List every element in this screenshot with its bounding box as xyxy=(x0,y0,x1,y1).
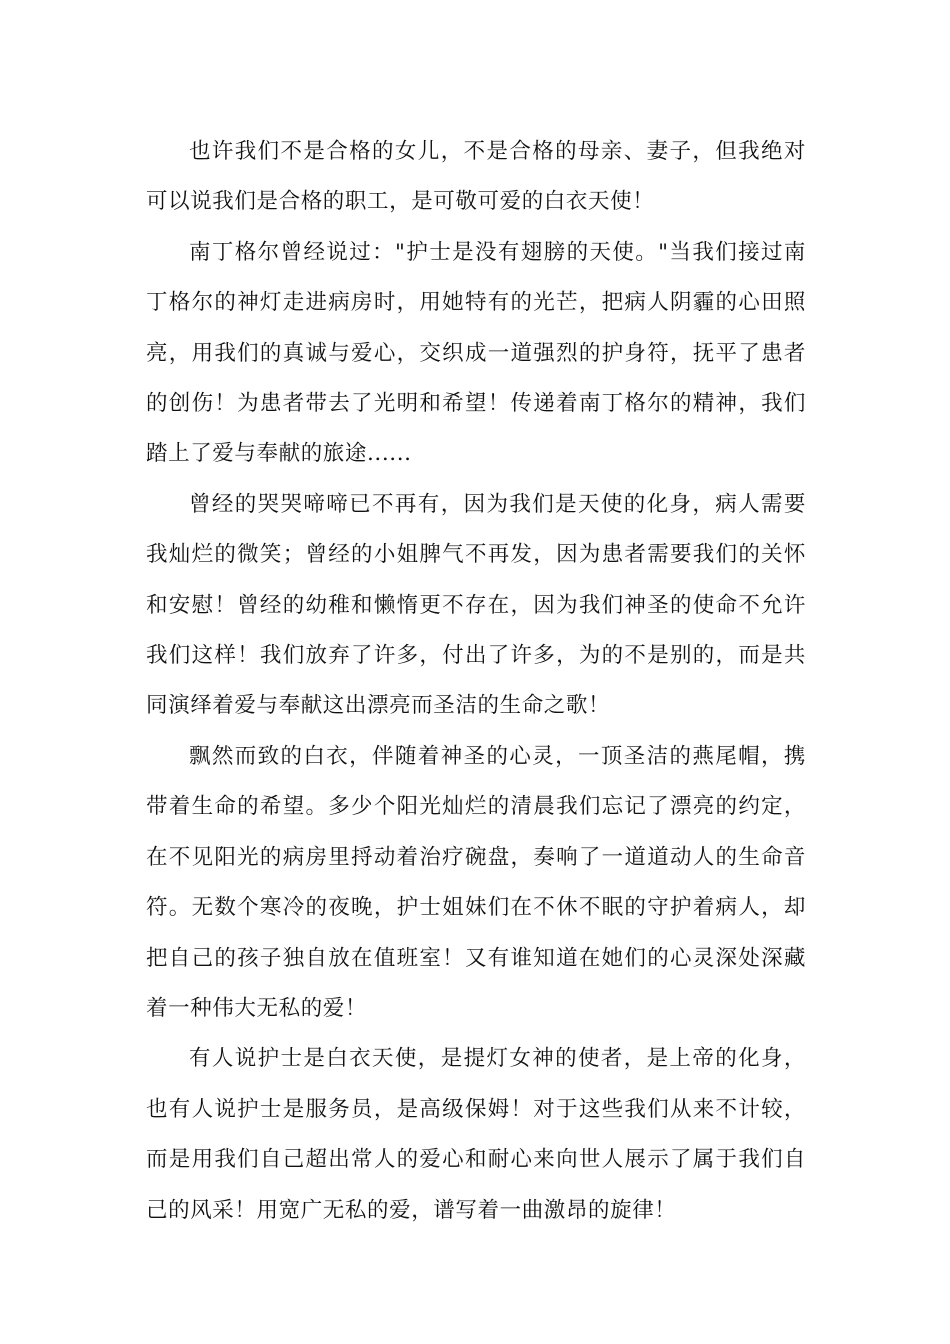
paragraph-4: 飘然而致的白衣，伴随着神圣的心灵，一顶圣洁的燕尾帽，携带着生命的希望。多少个阳光灿烂的清晨我们忘记了漂亮的约定，在不见阳光的病房里捋动着治疗碗盘，奏响了一道道动人的生命音符。无数个寒冷的夜晚，护士姐妹们在不休不眠的守护着病人，却把自己的孩子独自放在值班室！又有谁知道在她们的心灵深处深藏着一种伟大无私的爱！ xyxy=(146,743,806,1021)
paragraph-5: 有人说护士是白衣天使，是提灯女神的使者，是上帝的化身，也有人说护士是服务员，是高级保姆！对于这些我们从来不计较，而是用我们自己超出常人的爱心和耐心来向世人展示了属于我们自己的风采！用宽广无私的爱，谱写着一曲激昂的旋律！ xyxy=(146,1046,806,1223)
paragraph-1: 也许我们不是合格的女儿，不是合格的母亲、妻子，但我绝对可以说我们是合格的职工，是可敬可爱的白衣天使！ xyxy=(146,139,806,215)
paragraph-2: 南丁格尔曾经说过："护士是没有翅膀的天使。"当我们接过南丁格尔的神灯走进病房时，用她特有的光芒，把病人阴霾的心田照亮，用我们的真诚与爱心，交织成一道强烈的护身符，抚平了患者的创伤！为患者带去了光明和希望！传递着南丁格尔的精神，我们踏上了爱与奉献的旅途...... xyxy=(146,239,806,467)
document-body xyxy=(146,127,806,1236)
paragraph-3: 曾经的哭哭啼啼已不再有，因为我们是天使的化身，病人需要我灿烂的微笑；曾经的小姐脾气不再发，因为患者需要我们的关怀和安慰！曾经的幼稚和懒惰更不存在，因为我们神圣的使命不允许我们这样！我们放弃了许多，付出了许多，为的不是别的，而是共同演绎着爱与奉献这出漂亮而圣洁的生命之歌！ xyxy=(146,491,806,719)
